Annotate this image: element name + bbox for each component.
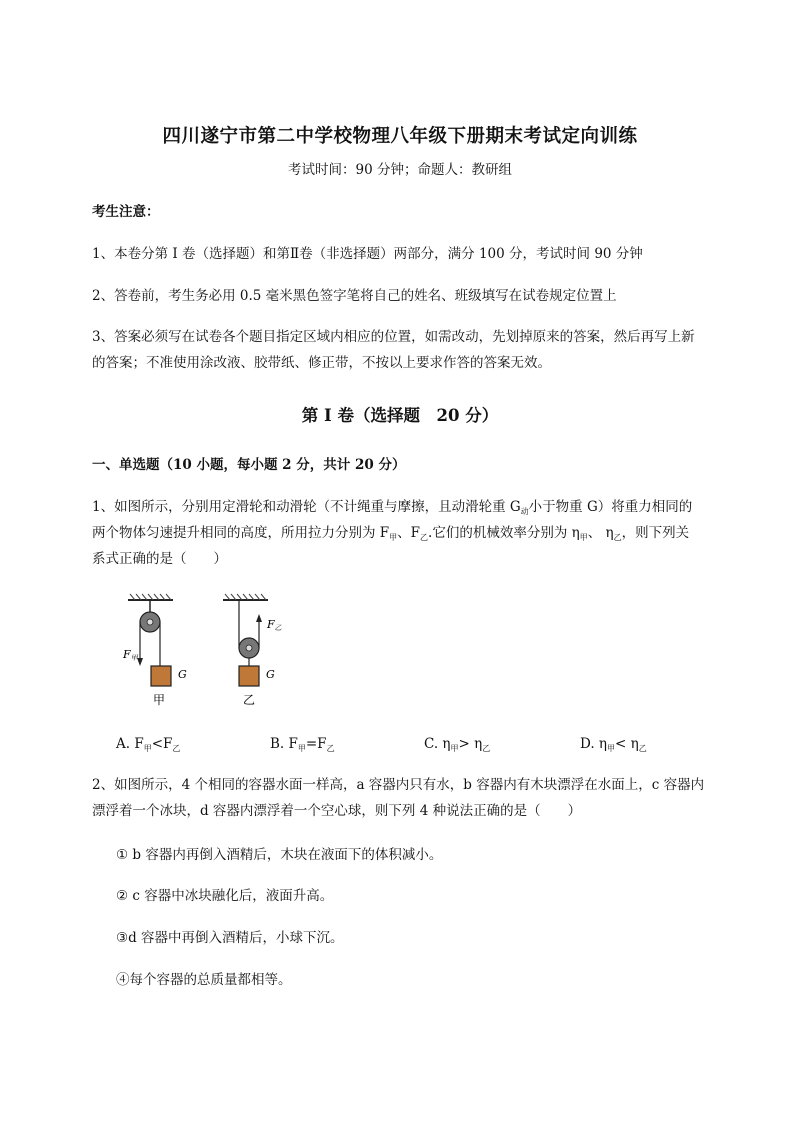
question-1-line-1: 1、如图所示，分别用定滑轮和动滑轮（不计绳重与摩擦，且动滑轮重 $G_动$小于物重 G）将重力相同的 xyxy=(92,499,693,516)
notice-heading: 考生注意： xyxy=(92,204,160,220)
weight-label-jia: G xyxy=(178,668,187,681)
weight-label-yi: G xyxy=(266,668,275,681)
force-yi-label: F乙 xyxy=(267,618,282,632)
question-1-line-3: 系式正确的是（ ） xyxy=(92,551,227,567)
notice-item: 1、本卷分第 I 卷（选择题）和第Ⅱ卷（非选择题）两部分，满分 100 分，考试时间 90 分钟 xyxy=(92,246,643,262)
pulley-figure xyxy=(118,592,288,712)
fixed-pulley-diagram xyxy=(128,594,173,686)
notice-item: 的答案；不准使用涂改液、胶带纸、修正带，不按以上要求作答的答案无效。 xyxy=(92,355,551,371)
section-title: 第 I 卷（选择题 20 分） xyxy=(301,406,499,425)
part-heading: 一、单选题（10 小题，每小题 2 分，共计 20 分） xyxy=(92,457,406,473)
option-c: C. $\eta_甲> \eta_乙$ xyxy=(424,736,491,753)
option-d: D. $\eta_甲< \eta_乙$ xyxy=(580,736,647,753)
page-title: 四川遂宁市第二中学校物理八年级下册期末考试定向训练 xyxy=(162,126,638,147)
figure-label-jia: 甲 xyxy=(153,693,166,707)
movable-pulley-diagram xyxy=(223,594,268,686)
question-2-line-2: 漂浮着一个冰块，d 容器内漂浮着一个空心球，则下列 4 种说法正确的是（ ） xyxy=(92,803,582,819)
exam-info: 考试时间：90 分钟；命题人：教研组 xyxy=(288,162,512,178)
notice-item: 3、答案必须写在试卷各个题目指定区域内相应的位置，如需改动，先划掉原来的答案，然后再写上新 xyxy=(92,329,695,345)
option-a: A. $F_甲<F_乙$ xyxy=(116,736,181,753)
statement-3: ③d 容器中再倒入酒精后，小球下沉。 xyxy=(116,930,344,946)
statement-4: ④每个容器的总质量都相等。 xyxy=(116,972,292,988)
statement-2: ② c 容器中冰块融化后，液面升高。 xyxy=(116,888,334,904)
option-b: B. $F_甲=F_乙$ xyxy=(270,736,335,753)
question-1-line-2: 两个物体匀速提升相同的高度，所用拉力分别为 $F_甲$、$F_乙$.它们的机械效率分别为 $\eta_甲$、 $\eta_乙$，则下列关 xyxy=(92,525,690,542)
figure-label-yi: 乙 xyxy=(243,693,256,707)
question-2-line-1: 2、如图所示，4 个相同的容器水面一样高，a 容器内只有水，b 容器内有木块漂浮在水面上，c 容器内 xyxy=(92,777,705,793)
statement-1: ① b 容器内再倒入酒精后，木块在液面下的体积减小。 xyxy=(116,847,443,863)
force-jia-label: F甲 xyxy=(123,648,138,662)
notice-item: 2、答卷前，考生务必用 0.5 毫米黑色签字笔将自己的姓名、班级填写在试卷规定位置上 xyxy=(92,288,617,304)
